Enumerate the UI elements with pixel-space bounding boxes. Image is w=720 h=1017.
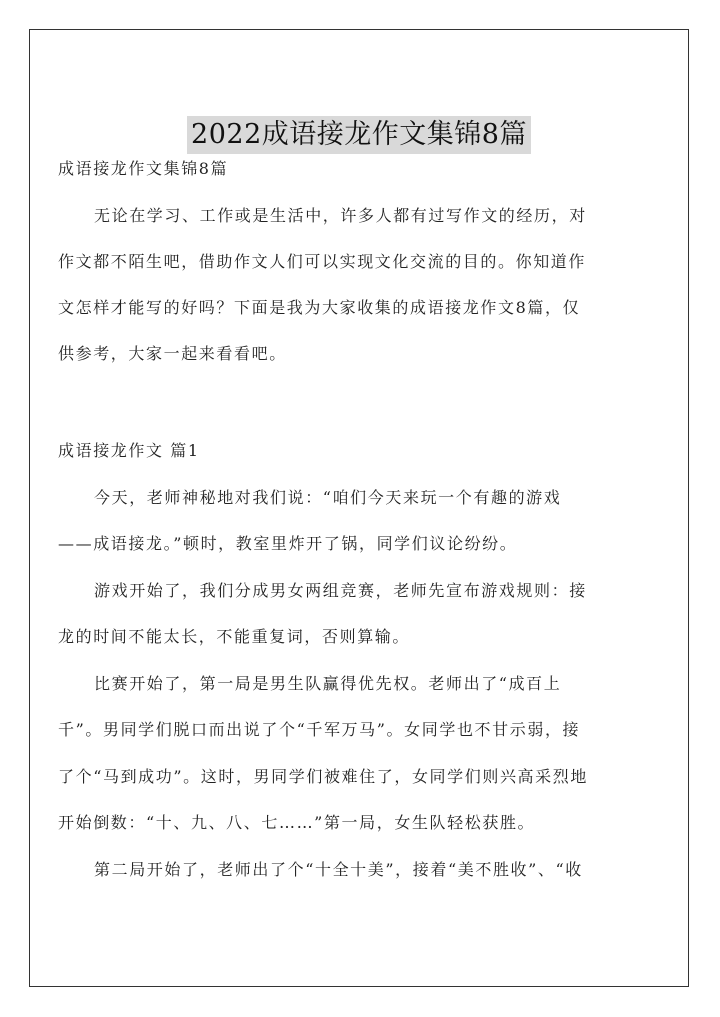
- intro-line-1: 无论在学习、工作或是生活中，许多人都有过写作文的经历，对: [94, 206, 587, 225]
- document-title: 2022成语接龙作文集锦8篇: [187, 116, 531, 154]
- intro-line-2: 作文都不陌生吧，借助作文人们可以实现文化交流的目的。你知道作: [58, 252, 587, 271]
- body-line-6: 千”。男同学们脱口而出说了个“千军万马”。女同学也不甘示弱，接: [58, 720, 581, 739]
- intro-line-4: 供参考，大家一起来看看吧。: [58, 344, 287, 363]
- title-wrap: [30, 116, 688, 154]
- body-line-3: 游戏开始了，我们分成男女两组竞赛，老师先宣布游戏规则：接: [94, 581, 587, 600]
- section-heading: 成语接龙作文 篇1: [58, 441, 200, 460]
- body-line-1: 今天，老师神秘地对我们说：“咱们今天来玩一个有趣的游戏: [94, 488, 562, 507]
- document-subtitle: 成语接龙作文集锦8篇: [58, 159, 229, 178]
- body-line-4: 龙的时间不能太长，不能重复词，否则算输。: [58, 627, 411, 646]
- body-line-7: 了个“马到成功”。这时，男同学们被难住了，女同学们则兴高采烈地: [58, 767, 588, 786]
- body-line-9: 第二局开始了，老师出了个“十全十美”，接着“美不胜收”、“收: [94, 860, 583, 879]
- body-line-2: ——成语接龙。”顿时，教室里炸开了锅，同学们议论纷纷。: [58, 534, 518, 553]
- intro-line-3: 文怎样才能写的好吗？下面是我为大家收集的成语接龙作文8篇，仅: [58, 298, 581, 317]
- body-line-5: 比赛开始了，第一局是男生队赢得优先权。老师出了“成百上: [94, 674, 562, 693]
- body-line-8: 开始倒数：“十、九、八、七……”第一局，女生队轻松获胜。: [58, 813, 536, 832]
